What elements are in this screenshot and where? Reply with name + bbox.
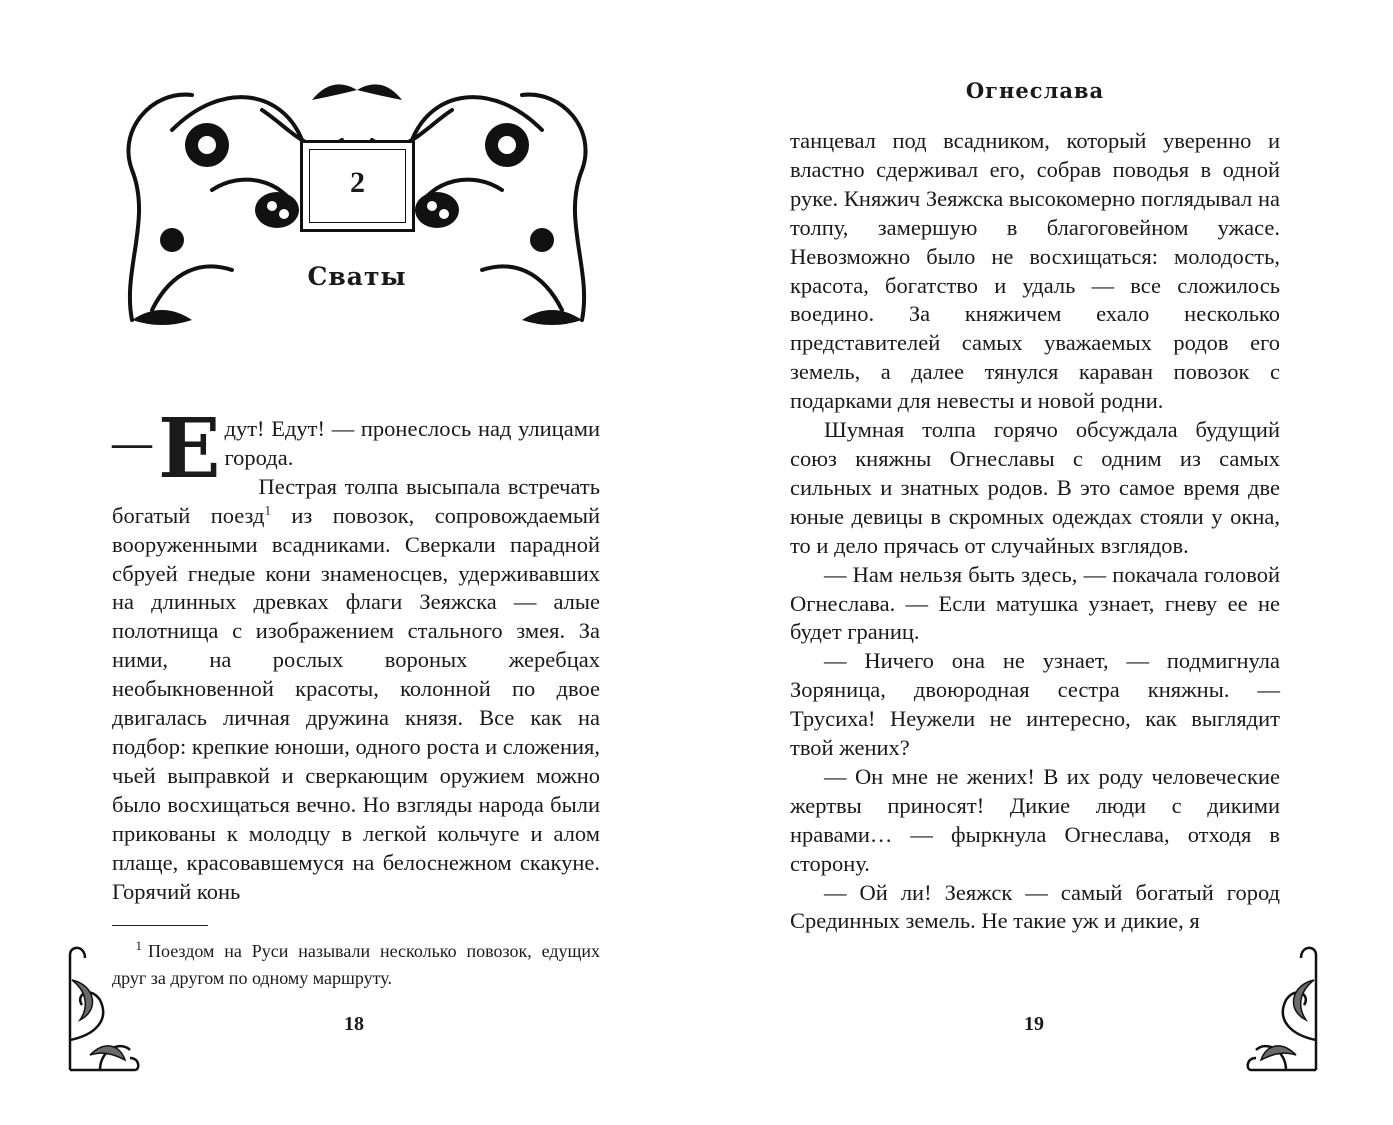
page-number: 18 xyxy=(344,1013,364,1035)
footnote xyxy=(112,932,600,992)
paragraph-text-part2: из повозок, сопровождаемый вооруженными всадниками. Сверкали парадной сбруей гнедые кони знаменосцев, удерживавших на длинных древках флаги Зеяжска — алые полотнища с изображением стального змея. За ними, на рослых вороных жеребцах необыкновенной красоты, колонной по двое двигалась личная дружина князя. Все как на подбор: крепкие юноши, одного роста и сложения, чьей выправкой и сверкающим оружием можно было восхищаться вечно. Но взгляды народа были прикованы к молодцу в легкой кольчуге и алом плаще, красовавшемуся на белоснежном скакуне. Горячий конь xyxy=(112,502,600,904)
dialogue-paragraph: — Ничего она не узнает, — подмигнула Зоряница, двоюродная сестра княжны. — Трусиха! Неужели не интересно, как выглядит твой жених? xyxy=(790,648,1280,761)
left-body-text xyxy=(112,401,600,906)
paragraph xyxy=(112,473,600,907)
right-body-text xyxy=(790,127,1280,936)
corner-ornament-right xyxy=(1244,940,1336,1080)
opening-paragraph xyxy=(112,401,600,497)
footnote-text: Поездом на Руси называли несколько повозок, едущих друг за другом по одному маршруту. xyxy=(112,941,600,988)
corner-ornament-left xyxy=(50,940,142,1080)
running-head: Огнеслава xyxy=(965,78,1105,103)
footnote-divider xyxy=(112,925,208,926)
left-page xyxy=(0,0,696,1125)
paragraph: танцевал под всадником, который уверенно и властно сдерживал его, собрав поводья в одной руке. Княжич Зеяжска высокомерно поглядывал на толпу, замершую в благоговейном ужасе. Невозможно было не восхищаться: молодость, красота, богатство и удаль — все сложилось воедино. За княжичем ехало несколько представителей самых уважаемых родов его земель, а далее тянулся караван повозок с подарками для невесты и новой родни. xyxy=(790,128,1280,414)
chapter-title: Сваты xyxy=(307,262,407,291)
paragraph: Шумная толпа горячо обсуждала будущий союз княжны Огнеславы с одним из самых сильных и знатных родов. В это самое время две юные девицы в скромных одеждах стояли у окна, то и дело прячась от случайных взглядов. xyxy=(790,417,1280,558)
page-number: 19 xyxy=(1024,1013,1044,1035)
footnote-reference: 1 xyxy=(264,502,271,518)
opening-dash: — xyxy=(112,420,152,465)
dialogue-paragraph: — Нам нельзя быть здесь, — покачала головой Огнеслава. — Если матушка узнает, гневу ее не будет границ. xyxy=(790,561,1280,645)
dialogue-paragraph: — Ой ли! Зеяжск — самый богатый город Срединных земель. Не такие уж и дикие, я xyxy=(790,879,1280,934)
paragraph-text-part1: Пестрая толпа высыпала встречать богатый поезд xyxy=(112,473,600,528)
footnote-number: 1 xyxy=(135,938,142,953)
chapter-number: 2 xyxy=(350,166,365,199)
opening-text: дут! Едут! — пронеслось над улицами города. xyxy=(224,416,600,470)
dialogue-paragraph: — Он мне не жених! В их роду человеческие жертвы приносят! Дикие люди с дикими нравами… — фыркнула Огнеслава, отходя в сторону. xyxy=(790,763,1280,876)
drop-cap: Е xyxy=(158,401,221,497)
